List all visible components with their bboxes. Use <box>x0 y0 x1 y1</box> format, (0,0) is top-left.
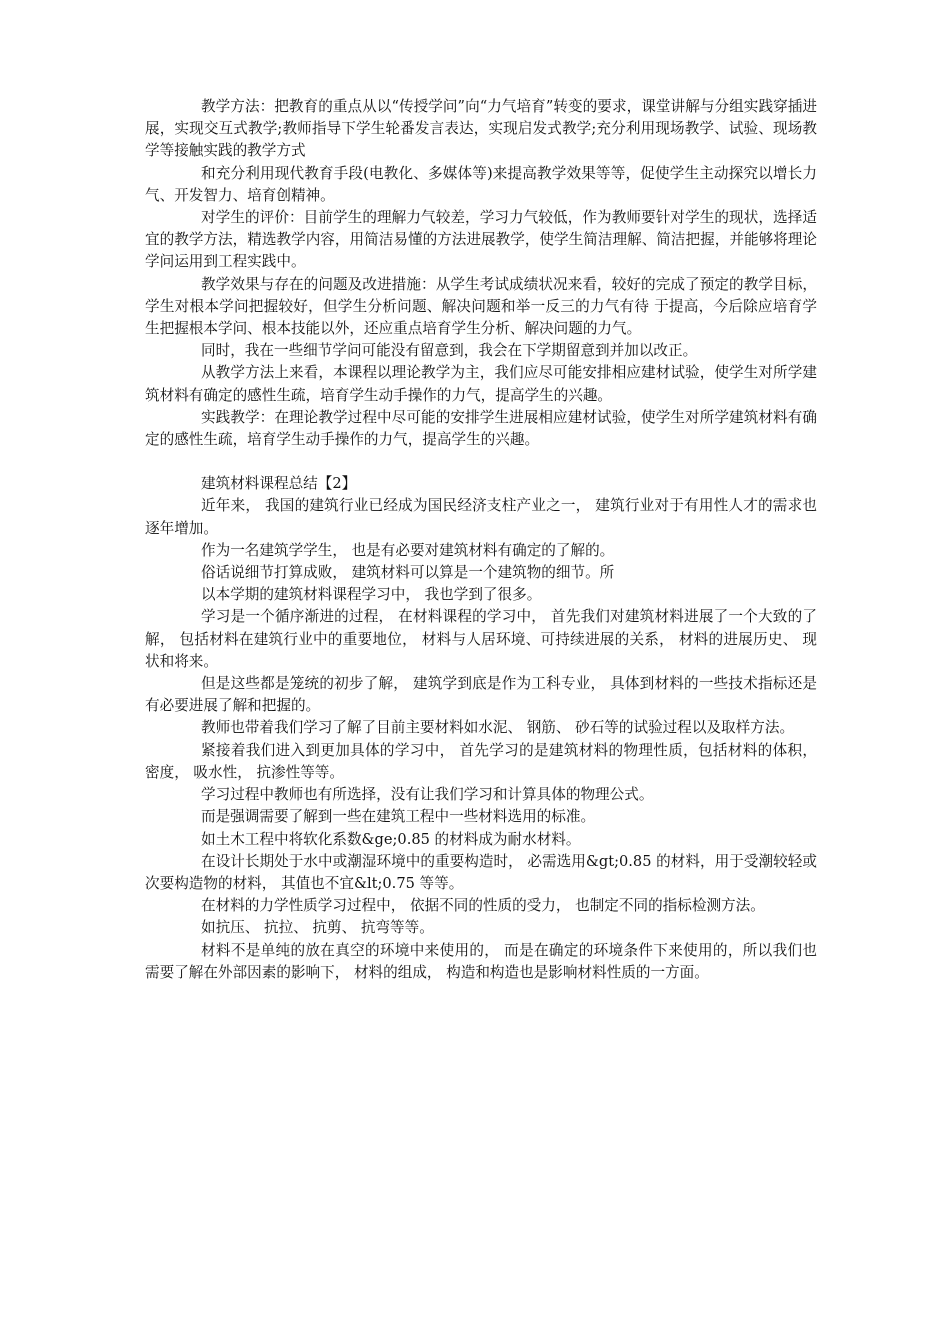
paragraph-practice-teaching: 实践教学：在理论教学过程中尽可能的安排学生进展相应建材试验，使学生对所学建筑材料有确定的感性生疏，培育学生动手操作的力气，提高学生的兴趣。 <box>145 408 817 449</box>
paragraph-2-6: 但是这些都是笼统的初步了解， 建筑学到底是作为工科专业， 具体到材料的一些技术指标还是有必要进展了解和把握的。 <box>145 675 817 715</box>
paragraph-2-12: 在设计长期处于水中或潮湿环境中的重要构造时， 必需选用&gt;0.85 的材料，用于受潮较轻或次要构造物的材料， 其值也不宜&lt;0.75 等等。 <box>145 852 817 892</box>
paragraph-2-1: 近年来， 我国的建筑行业已经成为国民经济支柱产业之一， 建筑行业对于有用性人才的需求也逐年增加。 <box>145 497 817 537</box>
paragraph-teaching-method: 教学方法：把教育的重点从以“传授学问”向“力气培育”转变的要求，课堂讲解与分组实践穿插进展，实现交互式教学;教师指导下学生轮番发言表达，实现启发式教学;充分利用现场教学、试验、现场教学等接触实践的教学方式 <box>145 98 817 160</box>
paragraph-2-15: 材料不是单纯的放在真空的环境中来使用的， 而是在确定的环境条件下来使用的，所以我们也需要了解在外部因素的影响下， 材料的组成， 构造和构造也是影响材料性质的一方面。 <box>145 941 817 981</box>
paragraph-2-14: 如抗压、 抗拉、 抗剪、 抗弯等等。 <box>201 919 434 937</box>
paragraph-2-2: 作为一名建筑学学生， 也是有必要对建筑材料有确定的了解的。 <box>201 541 615 559</box>
document-body <box>145 96 817 984</box>
paragraph-2-13: 在材料的力学性质学习过程中， 依据不同的性质的受力， 也制定不同的指标检测方法。 <box>201 897 765 915</box>
paragraph-student-evaluation: 对学生的评价：目前学生的理解力气较差，学习力气较低，作为教师要针对学生的现状，选择适宜的教学方法，精选教学内容，用简洁易懂的方法进展教学，使学生简洁理解、简洁把握，并能够将理论学问运用到工程实践中。 <box>145 209 817 271</box>
paragraph-2-8: 紧接着我们进入到更加具体的学习中， 首先学习的是建筑材料的物理性质，包括材料的体积， 密度， 吸水性， 抗渗性等等。 <box>145 741 817 781</box>
paragraph-modern-means: 和充分利用现代教育手段(电教化、多媒体等)来提高教学效果等等，促使学生主动探究以增长力气、开发智力、培育创精神。 <box>145 164 817 204</box>
paragraph-details: 同时，我在一些细节学问可能没有留意到，我会在下学期留意到并加以改正。 <box>201 342 698 360</box>
paragraph-method-view: 从教学方法上来看，本课程以理论教学为主，我们应尽可能安排相应建材试验，使学生对所学建筑材料有确定的感性生疏，培育学生动手操作的力气，提高学生的兴趣。 <box>145 364 817 404</box>
paragraph-2-4: 以本学期的建筑材料课程学习中， 我也学到了很多。 <box>201 586 542 604</box>
paragraph-2-3: 俗话说细节打算成败， 建筑材料可以算是一个建筑物的细节。所 <box>201 564 615 582</box>
paragraph-teaching-effect: 教学效果与存在的问题及改进措施：从学生考试成绩状况来看，较好的完成了预定的教学目标，学生对根本学问把握较好，但学生分析问题、解决问题和举一反三的力气有待 于提高，今后除应培育学生把握根本学问、根本技能以外，还应重点培育学生分析、解决问题的力气。 <box>145 275 817 338</box>
section-spacer <box>145 451 817 473</box>
paragraph-2-11: 如土木工程中将软化系数&ge;0.85 的材料成为耐水材料。 <box>201 830 581 848</box>
paragraph-2-7: 教师也带着我们学习了解了目前主要材料如水泥、 钢筋、 砂石等的试验过程以及取样方法。 <box>201 719 795 737</box>
paragraph-2-10: 而是强调需要了解到一些在建筑工程中一些材料选用的标准。 <box>201 808 596 826</box>
paragraph-2-9: 学习过程中教师也有所选择，没有让我们学习和计算具体的物理公式。 <box>201 786 654 804</box>
section-title: 建筑材料课程总结【2】 <box>201 475 357 493</box>
paragraph-2-5: 学习是一个循序渐进的过程， 在材料课程的学习中， 首先我们对建筑材料进展了一个大致的了解， 包括材料在建筑行业中的重要地位， 材料与人居环境、可持续进展的关系， 材料的进展历史、 现状和将来。 <box>145 608 817 670</box>
